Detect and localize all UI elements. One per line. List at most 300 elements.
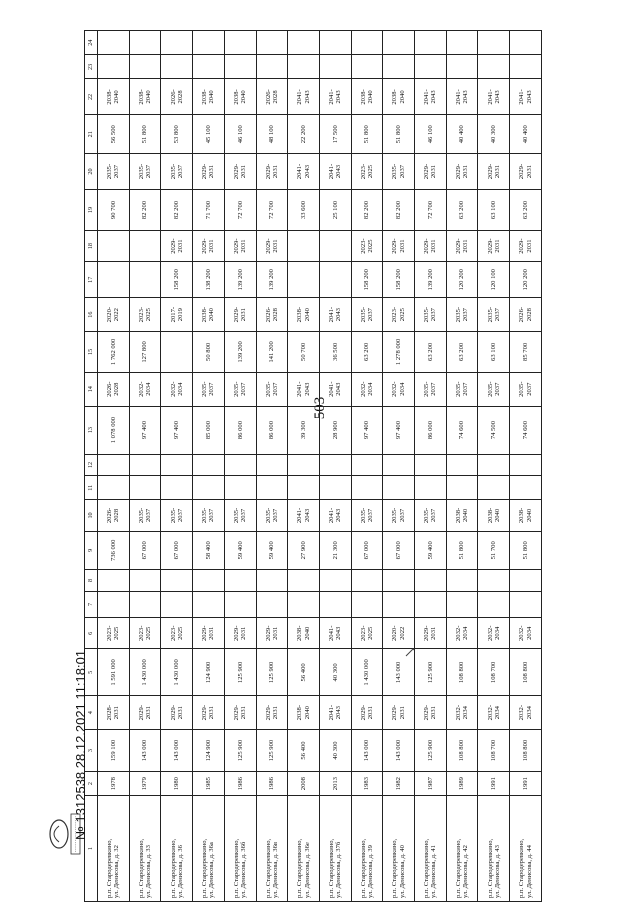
table-cell: 2032- 2034: [351, 372, 383, 406]
table-row: [319, 31, 351, 902]
table-cell: 2029- 2031: [415, 230, 447, 261]
table-cell: 2035- 2037: [256, 372, 288, 406]
column-header-12: 12: [85, 454, 98, 476]
table-cell: 63 200: [446, 190, 478, 231]
column-header-14: 14: [85, 372, 98, 406]
table-cell: 143 000: [129, 730, 161, 772]
table-cell: 48 100: [256, 115, 288, 153]
table-cell: 74 600: [510, 406, 542, 454]
table-cell: 2035- 2037: [351, 500, 383, 531]
table-cell: 2029- 2031: [446, 153, 478, 189]
table-cell: 2041- 2043: [319, 372, 351, 406]
table-cell: [446, 570, 478, 592]
table-cell: 2029- 2031: [383, 230, 415, 261]
table-cell: [383, 55, 415, 79]
table-cell: [383, 476, 415, 500]
table-cell: 2023- 2025: [351, 153, 383, 189]
table-cell: 125 900: [415, 730, 447, 772]
table-row: [510, 31, 542, 902]
table-cell: 22 200: [288, 115, 320, 153]
table-cell: 90 700: [98, 190, 130, 231]
table-cell: 2038- 2040: [351, 79, 383, 115]
table-cell: 2032- 2034: [510, 696, 542, 730]
table-cell: 143 000: [383, 730, 415, 772]
table-cell: 51 800: [383, 115, 415, 153]
table-cell: 2035- 2037: [415, 298, 447, 332]
table-row: [288, 31, 320, 902]
table-cell: 2023- 2025: [129, 298, 161, 332]
table-cell: 108 800: [510, 730, 542, 772]
address-cell: р.п. Стародеревкино, ул. Денисова, д. 36: [161, 796, 193, 902]
table-cell: 2026- 2028: [98, 500, 130, 531]
table-cell: 82 200: [161, 190, 193, 231]
table-cell: 2035- 2037: [415, 500, 447, 531]
table-cell: 2041- 2043: [510, 79, 542, 115]
table-cell: [383, 591, 415, 617]
table-cell: 67 000: [129, 531, 161, 569]
table-cell: 39 300: [288, 406, 320, 454]
table-cell: [224, 591, 256, 617]
table-cell: 2008: [288, 772, 320, 796]
table-cell: 1 430 000: [351, 649, 383, 696]
table-cell: 127 800: [129, 331, 161, 372]
table-cell: [478, 591, 510, 617]
table-cell: 2029- 2031: [351, 696, 383, 730]
table-cell: [193, 476, 225, 500]
column-header-24: 24: [85, 31, 98, 55]
table-cell: 27 900: [288, 531, 320, 569]
table-cell: [446, 454, 478, 476]
table-cell: 2038- 2040: [98, 79, 130, 115]
table-cell: 59 400: [415, 531, 447, 569]
column-header-9: 9: [85, 531, 98, 569]
table-cell: 74 600: [446, 406, 478, 454]
table-cell: 2035- 2037: [478, 372, 510, 406]
table-cell: [478, 454, 510, 476]
document-registration-stamp: № 1312538 28.12.2021 11:18:01: [73, 649, 88, 840]
address-cell: р.п. Стародеревкино, ул. Денисова, д. 42: [446, 796, 478, 902]
table-cell: [161, 570, 193, 592]
table-cell: [193, 55, 225, 79]
table-cell: [129, 454, 161, 476]
table-cell: 143 000: [161, 730, 193, 772]
table-cell: 2029- 2031: [510, 230, 542, 261]
column-header-16: 16: [85, 298, 98, 332]
table-cell: 2038- 2040: [288, 298, 320, 332]
table-cell: [415, 454, 447, 476]
table-cell: 158 200: [161, 262, 193, 298]
table-cell: 125 900: [256, 649, 288, 696]
table-cell: 2035- 2037: [129, 500, 161, 531]
table-cell: 85 000: [193, 406, 225, 454]
table-cell: 2038- 2040: [446, 500, 478, 531]
table-cell: [288, 31, 320, 55]
table-cell: 63 200: [415, 331, 447, 372]
table-cell: 72 700: [415, 190, 447, 231]
table-cell: [383, 31, 415, 55]
page-number: 503: [312, 396, 328, 420]
table-cell: 159 100: [98, 730, 130, 772]
table-cell: [415, 570, 447, 592]
table-cell: 736 000: [98, 531, 130, 569]
table-cell: [98, 476, 130, 500]
table-cell: 82 200: [351, 190, 383, 231]
table-cell: [256, 55, 288, 79]
table-cell: [224, 476, 256, 500]
table-cell: 53 800: [161, 115, 193, 153]
table-cell: 2038- 2040: [478, 500, 510, 531]
table-cell: 1982: [383, 772, 415, 796]
table-cell: 17 500: [319, 115, 351, 153]
table-cell: [319, 570, 351, 592]
table-cell: 2038- 2040: [510, 500, 542, 531]
table-cell: 2029- 2031: [224, 153, 256, 189]
rotated-table-container: [84, 30, 542, 902]
table-cell: [288, 454, 320, 476]
table-row: [478, 31, 510, 902]
table-cell: 59 400: [256, 531, 288, 569]
table-cell: [288, 570, 320, 592]
table-cell: [478, 55, 510, 79]
table-cell: 2029- 2031: [446, 230, 478, 261]
table-cell: [446, 591, 478, 617]
table-cell: 67 000: [383, 531, 415, 569]
pen-mark-icon: [404, 646, 416, 658]
table-cell: 2035- 2037: [193, 500, 225, 531]
table-cell: [351, 591, 383, 617]
table-cell: [98, 230, 130, 261]
table-row: [256, 31, 288, 902]
table-cell: 2032- 2034: [478, 696, 510, 730]
table-row: [383, 31, 415, 902]
table-cell: [415, 55, 447, 79]
table-cell: 63 200: [510, 190, 542, 231]
table-cell: 2035- 2037: [129, 153, 161, 189]
table-cell: [224, 31, 256, 55]
table-cell: 51 800: [446, 531, 478, 569]
table-cell: 2020- 2022: [383, 618, 415, 649]
table-cell: [446, 31, 478, 55]
table-cell: 1983: [351, 772, 383, 796]
column-header-19: 19: [85, 190, 98, 231]
table-cell: [98, 570, 130, 592]
table-cell: 2035- 2037: [98, 153, 130, 189]
table-cell: 63 200: [351, 331, 383, 372]
table-cell: 2038- 2040: [129, 79, 161, 115]
column-header-11: 11: [85, 476, 98, 500]
table-cell: 2035- 2037: [193, 372, 225, 406]
table-cell: 2038- 2040: [288, 618, 320, 649]
table-cell: 2032- 2034: [478, 618, 510, 649]
table-cell: [193, 570, 225, 592]
table-cell: [161, 55, 193, 79]
table-cell: 2041- 2043: [288, 79, 320, 115]
table-cell: 2035- 2037: [510, 372, 542, 406]
table-cell: [319, 591, 351, 617]
table-cell: 72 700: [224, 190, 256, 231]
table-cell: [129, 55, 161, 79]
table-cell: [383, 454, 415, 476]
table-cell: [256, 31, 288, 55]
table-cell: 143 000: [351, 730, 383, 772]
table-cell: 1987: [415, 772, 447, 796]
table-cell: 2023- 2025: [98, 618, 130, 649]
table-cell: 36 500: [319, 331, 351, 372]
table-cell: 2035- 2037: [224, 372, 256, 406]
table-cell: 2029- 2031: [383, 696, 415, 730]
table-cell: 1986: [224, 772, 256, 796]
table-cell: 2029- 2031: [224, 230, 256, 261]
table-row: [98, 31, 130, 902]
table-cell: 2038- 2040: [193, 79, 225, 115]
table-cell: [256, 591, 288, 617]
table-cell: 2013: [319, 772, 351, 796]
table-cell: [351, 570, 383, 592]
table-cell: 139 200: [256, 262, 288, 298]
table-cell: [288, 55, 320, 79]
table-cell: 63 100: [478, 190, 510, 231]
address-cell: р.п. Стародеревкино, ул. Денисова, д. 36а: [193, 796, 225, 902]
table-cell: 1991: [478, 772, 510, 796]
table-cell: 2041- 2043: [319, 618, 351, 649]
table-cell: 1986: [256, 772, 288, 796]
table-cell: 2035- 2037: [478, 298, 510, 332]
table-row: [415, 31, 447, 902]
table-cell: 1989: [446, 772, 478, 796]
address-cell: р.п. Стародеревкино, ул. Денисова, д. 36е: [288, 796, 320, 902]
table-cell: 1 278 000: [383, 331, 415, 372]
table-cell: [510, 31, 542, 55]
column-header-17: 17: [85, 262, 98, 298]
table-cell: 2035- 2037: [446, 298, 478, 332]
table-row: [351, 31, 383, 902]
table-cell: 50 700: [288, 331, 320, 372]
column-header-23: 23: [85, 55, 98, 79]
table-cell: 2023- 2025: [383, 298, 415, 332]
table-cell: 2035- 2037: [224, 500, 256, 531]
table-cell: 97 400: [383, 406, 415, 454]
table-cell: 97 400: [351, 406, 383, 454]
table-cell: 2029- 2031: [161, 696, 193, 730]
table-cell: 125 900: [224, 649, 256, 696]
table-cell: 2035- 2037: [161, 500, 193, 531]
table-cell: [224, 454, 256, 476]
table-cell: [288, 230, 320, 261]
address-cell: р.п. Стародеревкино, ул. Денисова, д. 36в: [256, 796, 288, 902]
column-header-20: 20: [85, 153, 98, 189]
table-cell: 40 300: [478, 115, 510, 153]
table-cell: 97 400: [161, 406, 193, 454]
address-cell: р.п. Стародеревкино, ул. Денисова, д. 41: [415, 796, 447, 902]
table-cell: 56 400: [288, 649, 320, 696]
table-cell: [510, 55, 542, 79]
table-cell: [510, 476, 542, 500]
table-cell: 2035- 2037: [383, 500, 415, 531]
column-header-15: 15: [85, 331, 98, 372]
table-cell: 2026- 2028: [510, 298, 542, 332]
table-cell: 40 300: [319, 730, 351, 772]
table-cell: [161, 331, 193, 372]
table-cell: [193, 31, 225, 55]
table-cell: 2041- 2043: [288, 372, 320, 406]
table-cell: 2038- 2040: [383, 79, 415, 115]
table-cell: 2041- 2043: [288, 153, 320, 189]
table-cell: 67 000: [351, 531, 383, 569]
table-cell: 2035- 2037: [383, 153, 415, 189]
table-cell: [510, 591, 542, 617]
table-cell: 45 100: [193, 115, 225, 153]
table-cell: 46 100: [224, 115, 256, 153]
table-cell: 108 800: [446, 730, 478, 772]
table-cell: 2038- 2040: [193, 298, 225, 332]
table-cell: 2029- 2031: [256, 696, 288, 730]
table-cell: [288, 262, 320, 298]
table-cell: 63 200: [446, 331, 478, 372]
table-cell: 1 762 000: [98, 331, 130, 372]
table-cell: [510, 570, 542, 592]
table-cell: 2041- 2043: [319, 153, 351, 189]
table-cell: [98, 591, 130, 617]
table-cell: 2035- 2037: [446, 372, 478, 406]
table-cell: 2029- 2031: [224, 298, 256, 332]
table-cell: 58 400: [193, 531, 225, 569]
table-cell: 72 700: [256, 190, 288, 231]
table-cell: [256, 570, 288, 592]
table-cell: 82 200: [383, 190, 415, 231]
table-cell: 86 000: [224, 406, 256, 454]
table-cell: 2041- 2043: [415, 79, 447, 115]
table-cell: 28 900: [319, 406, 351, 454]
column-header-8: 8: [85, 570, 98, 592]
table-cell: 1 430 000: [161, 649, 193, 696]
table-cell: 1 591 000: [98, 649, 130, 696]
table-cell: 2029- 2031: [224, 618, 256, 649]
column-header-22: 22: [85, 79, 98, 115]
table-cell: 59 400: [224, 531, 256, 569]
table-cell: 51 700: [478, 531, 510, 569]
table-cell: 2029- 2031: [415, 153, 447, 189]
table-cell: 51 800: [129, 115, 161, 153]
table-cell: 86 000: [415, 406, 447, 454]
table-cell: 139 200: [415, 262, 447, 298]
table-cell: [415, 31, 447, 55]
table-cell: [319, 31, 351, 55]
table-cell: 108 700: [478, 649, 510, 696]
table-cell: [193, 591, 225, 617]
table-cell: 2041- 2043: [319, 298, 351, 332]
table-cell: 139 200: [224, 262, 256, 298]
table-cell: 1991: [510, 772, 542, 796]
address-cell: р.п. Стародеревкино, ул. Денисова, д. 37б: [319, 796, 351, 902]
table-cell: [129, 591, 161, 617]
address-cell: р.п. Стародеревкино, ул. Денисова, д. 36б: [224, 796, 256, 902]
table-cell: 2029- 2031: [193, 618, 225, 649]
table-cell: 2029- 2031: [161, 230, 193, 261]
table-cell: [351, 454, 383, 476]
table-cell: 139 200: [224, 331, 256, 372]
column-header-6: 6: [85, 618, 98, 649]
table-cell: 33 600: [288, 190, 320, 231]
table-cell: 2020- 2022: [98, 298, 130, 332]
table-cell: 2029- 2031: [510, 153, 542, 189]
table-cell: 2041- 2043: [478, 79, 510, 115]
table-cell: 2026- 2028: [98, 372, 130, 406]
table-cell: 2032- 2034: [510, 618, 542, 649]
column-header-7: 7: [85, 591, 98, 617]
table-cell: [98, 55, 130, 79]
table-cell: [415, 476, 447, 500]
table-cell: 40 400: [446, 115, 478, 153]
table-cell: [319, 476, 351, 500]
table-cell: 158 200: [351, 262, 383, 298]
table-cell: 97 400: [129, 406, 161, 454]
table-cell: 56 400: [288, 730, 320, 772]
table-cell: 2032- 2034: [129, 372, 161, 406]
table-cell: 51 800: [510, 531, 542, 569]
table-cell: [351, 31, 383, 55]
table-cell: [446, 55, 478, 79]
table-cell: 2029- 2031: [478, 230, 510, 261]
column-header-4: 4: [85, 696, 98, 730]
table-cell: 108 800: [446, 649, 478, 696]
table-cell: [161, 31, 193, 55]
table-cell: 2029- 2031: [478, 153, 510, 189]
table-cell: 2017- 2019: [161, 298, 193, 332]
table-cell: 141 200: [256, 331, 288, 372]
table-cell: [478, 476, 510, 500]
table-cell: 46 100: [415, 115, 447, 153]
table-cell: [129, 262, 161, 298]
table-cell: 1980: [161, 772, 193, 796]
address-cell: р.п. Стародеревкино, ул. Денисова, д. 32: [98, 796, 130, 902]
address-cell: р.п. Стародеревкино, ул. Денисова, д. 33: [129, 796, 161, 902]
table-cell: 2023- 2025: [351, 618, 383, 649]
table-row: [193, 31, 225, 902]
column-header-13: 13: [85, 406, 98, 454]
address-cell: р.п. Стародеревкино, ул. Денисова, д. 39: [351, 796, 383, 902]
table-cell: 2023- 2025: [351, 230, 383, 261]
column-header-10: 10: [85, 500, 98, 531]
table-cell: [510, 454, 542, 476]
table-cell: 2041- 2043: [319, 500, 351, 531]
table-cell: [351, 55, 383, 79]
table-cell: 2029- 2031: [256, 618, 288, 649]
table-cell: 2041- 2043: [446, 79, 478, 115]
table-cell: 108 700: [478, 730, 510, 772]
table-cell: 2035- 2037: [161, 153, 193, 189]
table-cell: 2029- 2031: [256, 230, 288, 261]
table-cell: [224, 55, 256, 79]
table-cell: 2032- 2034: [383, 372, 415, 406]
table-cell: [224, 570, 256, 592]
table-cell: [98, 454, 130, 476]
table-cell: 63 100: [478, 331, 510, 372]
table-cell: [319, 230, 351, 261]
table-cell: [129, 570, 161, 592]
table-cell: [415, 591, 447, 617]
table-cell: [351, 476, 383, 500]
table-cell: 125 900: [256, 730, 288, 772]
table-cell: [129, 31, 161, 55]
table-cell: [161, 591, 193, 617]
table-cell: [161, 476, 193, 500]
table-cell: 2029- 2031: [224, 696, 256, 730]
table-cell: 158 200: [383, 262, 415, 298]
table-cell: 1 078 000: [98, 406, 130, 454]
table-cell: [319, 262, 351, 298]
table-cell: 138 200: [193, 262, 225, 298]
column-header-1: 1: [85, 796, 98, 902]
